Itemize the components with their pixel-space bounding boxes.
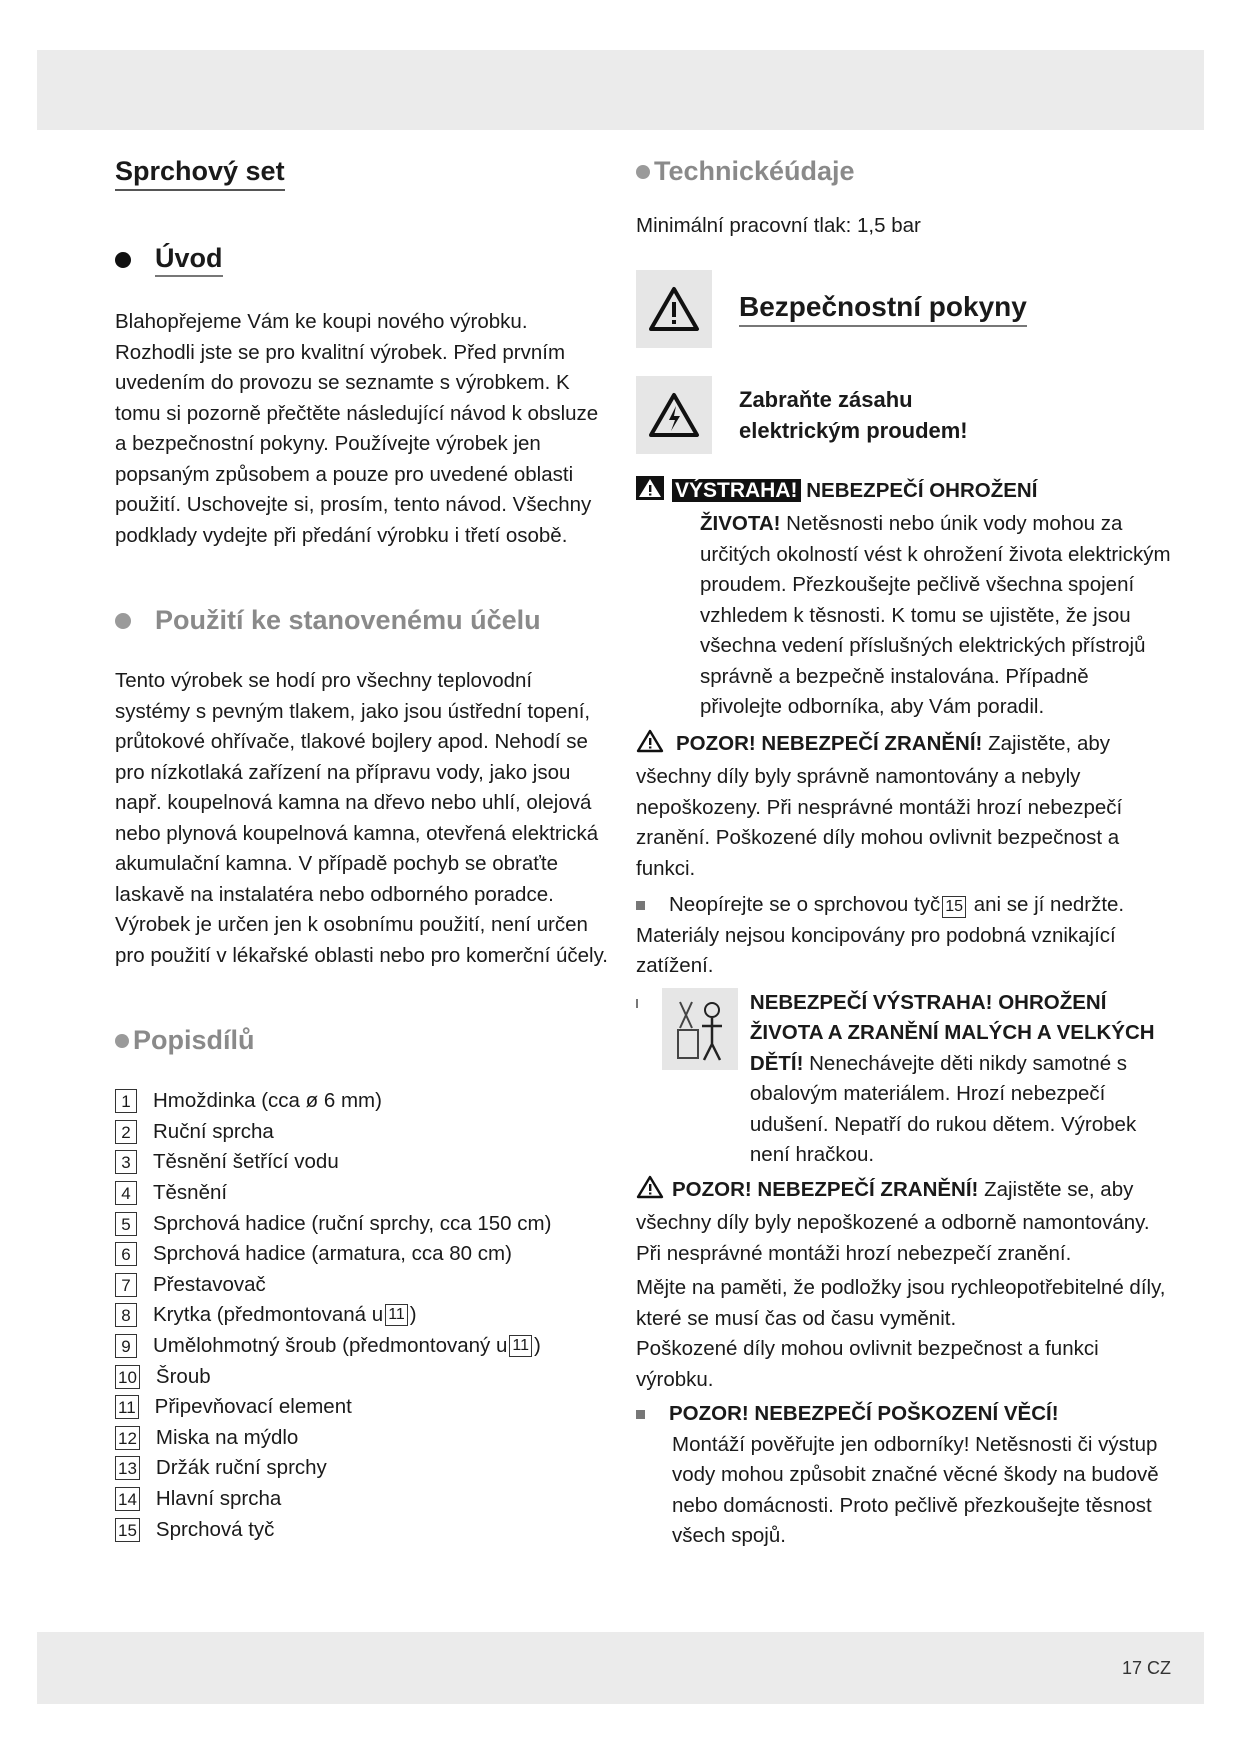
bullet-dot-icon xyxy=(115,613,131,629)
parts-list-item xyxy=(115,1423,610,1454)
warning-life: VÝSTRAHA! NEBEZPEČÍ OHROŽENÍ ŽIVOTA! Netěsnosti nebo únik vody mohou za určitých okolností vést k ohrožení života elektrickým proudem. Přezkoušejte pečlivě všechna spojení vzhledem k těsnosti. K tomu se ujistěte, že jsou všechna vedení příslušných elektrických přístrojů správně a bezpečně instalována. Případně přivolejte odborníka, aby Vám poradil. xyxy=(636,476,1176,723)
parts-list-item: 9 Umělohmotný šroub (předmontovaný u 11 ) xyxy=(115,1331,610,1362)
intro-text: Blahopřejeme Vám ke koupi nového výrobku. Rozhodli jste se pro kvalitní výrobek. Před prvním uvedením do provozu se seznamte s výrobkem. K tomu si pozorně přečtěte následující návod k obsluze a bezpečnostní pokyny. Používejte výrobek jen popsaným způsobem a pouze pro uvedené oblasti použití. Uschovejte si, prosím, tento návod. Všechny podklady vydejte při předání výrobku i třetí osobě. xyxy=(115,310,599,547)
part-number: 2 xyxy=(115,1120,137,1144)
tech-heading: Technickéúdaje xyxy=(636,156,1176,187)
part-number: 1 xyxy=(115,1089,137,1113)
part-label: Sprchová hadice (ruční sprchy, cca 150 cm) xyxy=(153,1211,552,1235)
warning-life-text: Netěsnosti nebo únik vody mohou za určitých okolností vést k ohrožení života elektrickým proudem. Přezkoušejte pečlivě všechna spojení vzhledem k těsnosti. K tomu se ujistěte, že jsou všechna vedení příslušných elektrických přístrojů správně a bezpečně instalována. Případně přivolejte odborníka, aby Vám poradil. xyxy=(700,512,1171,718)
parts-list-item xyxy=(115,1178,610,1209)
left-column xyxy=(115,150,610,1545)
part-label: Přestavovač xyxy=(153,1272,266,1296)
page-number: 17 CZ xyxy=(1121,1658,1171,1678)
parts-list-item xyxy=(115,1392,610,1423)
part-number: 5 xyxy=(115,1212,137,1236)
part-label: Krytka (předmontovaná u xyxy=(153,1303,384,1327)
tech-text: Minimální pracovní tlak: 1,5 bar xyxy=(636,214,921,237)
right-column xyxy=(636,150,1176,1552)
use-text: Tento výrobek se hodí pro všechny teplovodní systémy s pevným tlakem, jako jsou ústřední topení, průtokové ohřívače, tlakové bojlery apod. Nehodí se pro nízkotlaká zařízení na přípravu vody, jako jsou např. koupelnová kamna na dřevo nebo uhlí, olejová nebo plynová koupelnová kamna, otevřená elektrická akumulační kamna. V případě pochyb se obraťte laskavě na instalatéra nebo odborného poradce. Výrobek je určen jen k osobnímu použití, není určen pro použití v lékařské oblasti nebo pro komerční účely. xyxy=(115,669,609,967)
part-number: 4 xyxy=(115,1181,137,1205)
part-label: Hmoždinka (cca ø 6 mm) xyxy=(153,1089,382,1113)
part-label: Připevňovací element xyxy=(154,1395,352,1419)
parts-list-item xyxy=(115,1208,610,1239)
bullet-dot-icon xyxy=(115,1034,129,1048)
electric-shock-icon xyxy=(636,376,712,454)
part-number: 3 xyxy=(115,1150,137,1174)
parts-list xyxy=(115,1086,610,1545)
part-label: Držák ruční sprchy xyxy=(155,1456,327,1480)
warning-triangle-icon xyxy=(636,729,664,763)
part-label: Sprchová tyč xyxy=(155,1517,275,1541)
part-label: Miska na mýdlo xyxy=(155,1425,299,1449)
page-title: Sprchový set xyxy=(115,156,285,191)
part-label: Sprchová hadice (armatura, cca 80 cm) xyxy=(153,1242,512,1266)
part-label: Ruční sprcha xyxy=(153,1119,274,1143)
part-number: 10 xyxy=(115,1365,140,1389)
parts-heading: Popisdílů xyxy=(115,1025,610,1056)
note-damaged-parts: Poškozené díly mohou ovlivnit bezpečnost a funkci výrobku. xyxy=(636,1337,1099,1391)
note-washers: Mějte na paměti, že podložky jsou rychleopotřebitelné díly, které se musí čas od času vyměnit. xyxy=(636,1276,1166,1330)
child-warning-icon xyxy=(662,988,738,1070)
warning-injury: POZOR! NEBEZPEČÍ ZRANĚNÍ! Zajistěte, aby všechny díly byly správně namontovány a nebyly nepoškozeny. Při nesprávné montáži hrozí nebezpečí zranění. Poškozené díly mohou ovlivnit bezpečnost a funkci. xyxy=(636,729,1176,885)
part-ref: 11 xyxy=(385,1304,408,1326)
parts-list-item xyxy=(115,1086,610,1117)
bullet-dot-icon xyxy=(115,252,131,268)
parts-list-item xyxy=(115,1514,610,1545)
warning-triangle-icon xyxy=(636,1175,664,1209)
safety-heading-row xyxy=(636,270,1176,348)
part-label: Těsnění šetřící vodu xyxy=(153,1150,339,1174)
part-number: 15 xyxy=(115,1518,140,1542)
intro-heading: Úvod xyxy=(115,243,610,277)
shock-row xyxy=(636,376,1176,454)
square-bullet-icon xyxy=(636,901,645,910)
square-bullet-icon xyxy=(636,999,638,1008)
part-number: 8 xyxy=(115,1303,137,1327)
parts-list-item: 8 Krytka (předmontovaná u 11 ) xyxy=(115,1300,610,1331)
warning-triangle-icon xyxy=(636,270,712,348)
safety-heading: Bezpečnostní pokyny xyxy=(739,291,1027,327)
part-ref: 15 xyxy=(942,896,966,918)
warning-injury-2: POZOR! NEBEZPEČÍ ZRANĚNÍ! Zajistěte se, aby všechny díly byly nepoškozené a odborně namontovány. Při nesprávné montáži hrozí nebezpečí zranění. xyxy=(636,1175,1176,1270)
parts-list-item xyxy=(115,1270,610,1301)
part-number: 9 xyxy=(115,1334,137,1358)
warning-badge: VÝSTRAHA! xyxy=(672,479,801,502)
part-ref: 11 xyxy=(509,1335,532,1357)
shock-line-2: elektrickým proudem! xyxy=(739,417,968,443)
parts-list-item xyxy=(115,1484,610,1515)
footer-band xyxy=(37,1632,1204,1704)
warning-property: POZOR! NEBEZPEČÍ POŠKOZENÍ VĚCÍ! Montáží pověřujte jen odborníky! Netěsnosti či výstup vody mohou způsobit značné věcné škody na budově nebo domácnosti. Proto pečlivě přezkoušejte těsnost všech spojů. xyxy=(636,1399,1176,1552)
parts-list-item xyxy=(115,1117,610,1148)
warning-children: NEBEZPEČÍ VÝSTRAHA! OHROŽENÍ ŽIVOTA A ZRANĚNÍ MALÝCH A VELKÝCH DĚTÍ! Nenechávejte děti nikdy samotné s obalovým materiálem. Hrozí nebezpečí udušení. Nepatří do rukou dětem. Výrobek není hračkou. xyxy=(636,988,1176,1171)
part-number: 13 xyxy=(115,1456,140,1480)
parts-list-item xyxy=(115,1147,610,1178)
part-number: 11 xyxy=(115,1395,139,1419)
note-shower-rod: Neopírejte se o sprchovou tyč 15 ani se jí nedržte. Materiály nejsou koncipovány pro podobná vznikající zatížení. xyxy=(636,893,1125,977)
use-heading: Použití ke stanovenému účelu xyxy=(115,605,610,636)
part-label: Šroub xyxy=(155,1364,211,1388)
parts-list-item xyxy=(115,1453,610,1484)
part-label: Umělohmotný šroub (předmontovaný u xyxy=(153,1334,508,1358)
bullet-dot-icon xyxy=(636,165,650,179)
part-number: 6 xyxy=(115,1242,137,1266)
shock-line-1: Zabraňte zásahu xyxy=(739,386,913,412)
part-label: Těsnění xyxy=(153,1181,228,1205)
part-label: Hlavní sprcha xyxy=(155,1487,282,1511)
part-number: 12 xyxy=(115,1426,140,1450)
square-bullet-icon xyxy=(636,1410,645,1419)
parts-list-item xyxy=(115,1361,610,1392)
header-band xyxy=(37,50,1204,130)
parts-list-item xyxy=(115,1239,610,1270)
warning-filled-icon xyxy=(636,476,664,510)
part-number: 14 xyxy=(115,1487,140,1511)
part-number: 7 xyxy=(115,1273,137,1297)
